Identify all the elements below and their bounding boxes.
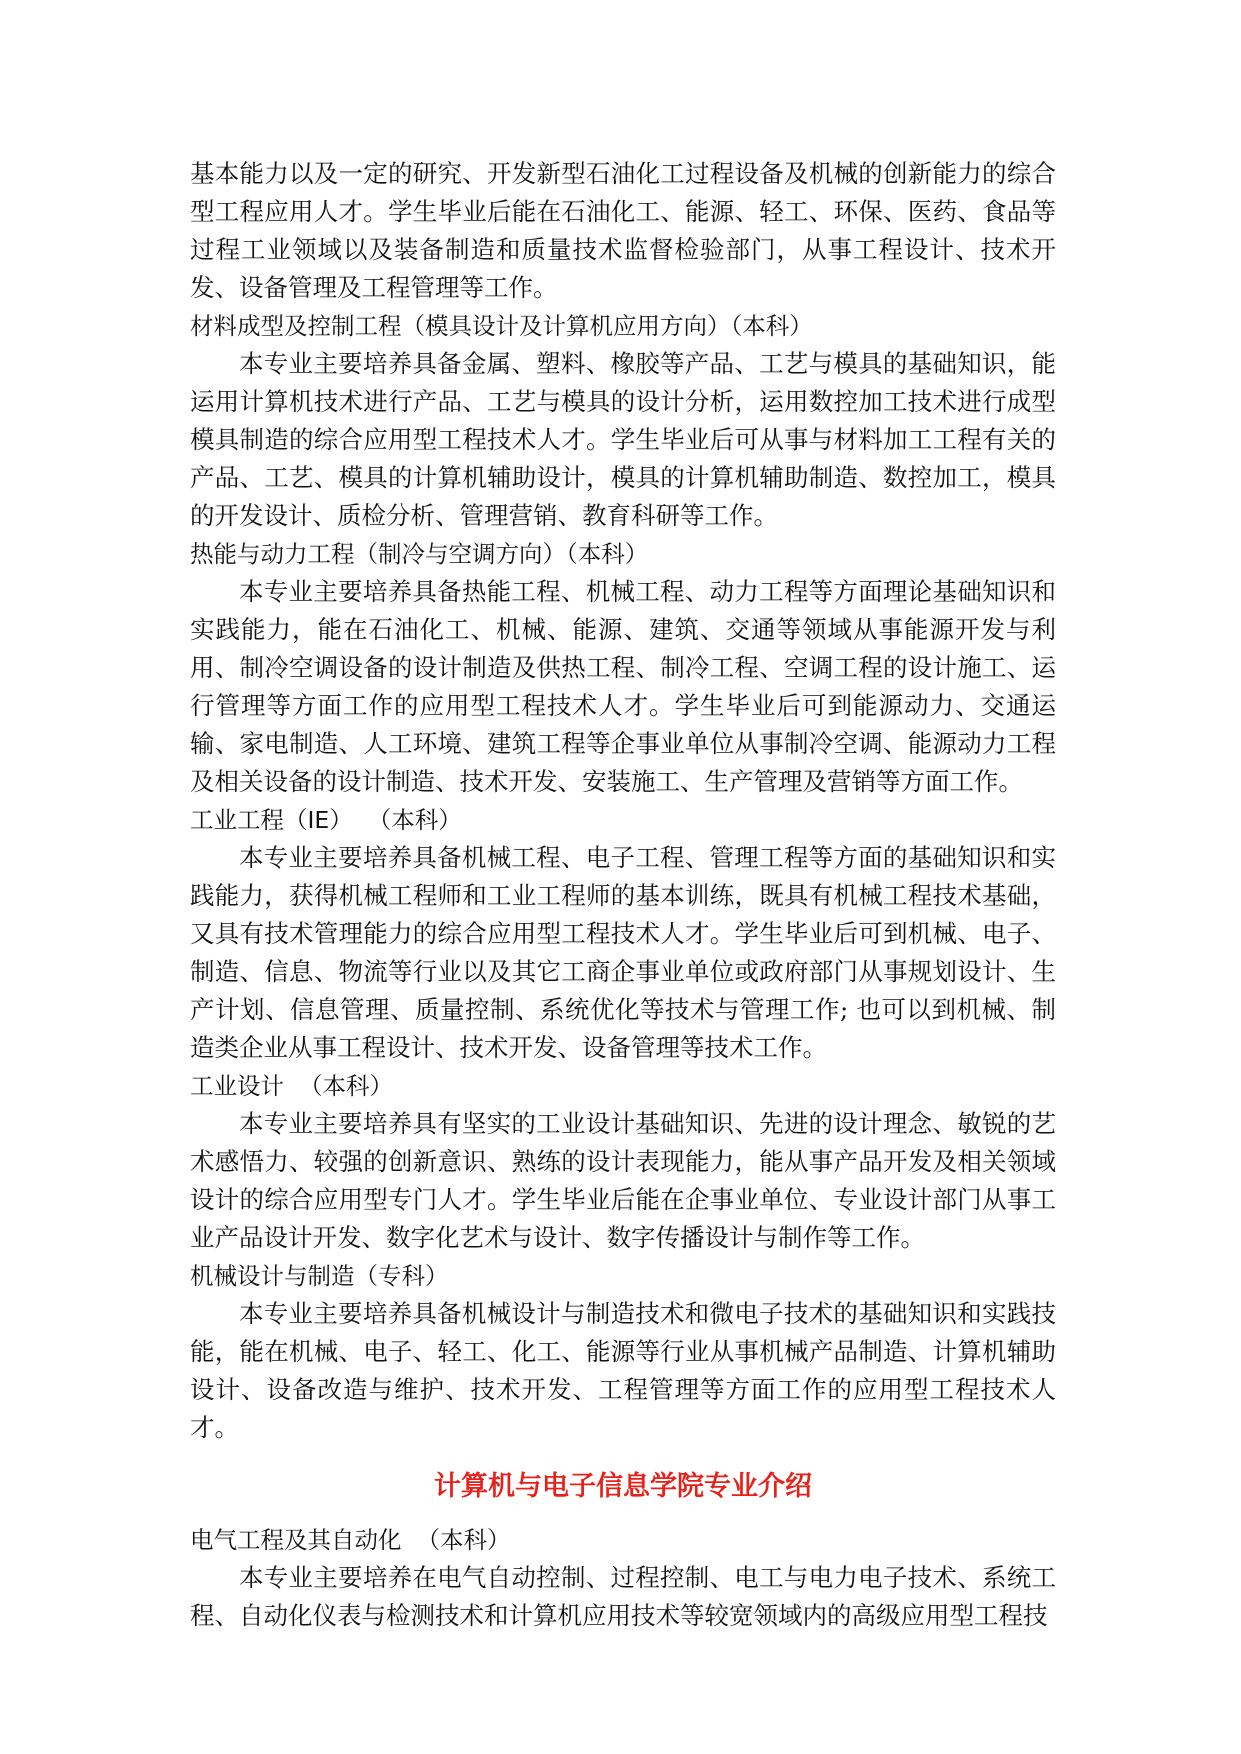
major-body-materials: 本专业主要培养具备金属、塑料、橡胶等产品、工艺与模具的基础知识，能运用计算机技术进行产品、工艺与模具的设计分析，运用数控加工技术进行成型模具制造的综合应用型工程技术人才。学生毕业后可从事与材料加工工程有关的产品、工艺、模具的计算机辅助设计，模具的计算机辅助制造、数控加工，模具的开发设计、质检分析、管理营销、教育科研等工作。 (190, 349, 1056, 530)
major-body-industrial-engineering: 本专业主要培养具备机械工程、电子工程、管理工程等方面的基础知识和实践能力，获得机械工程师和工业工程师的基本训练，既具有机械工程技术基础，又具有技术管理能力的综合应用型工程技术人才。学生毕业后可到机械、电子、制造、信息、物流等行业以及其它工商企事业单位或政府部门从事规划设计、生产计划、信息管理、质量控制、系统优化等技术与管理工作; 也可以到机械、制造类企业从事工程设计、技术开发、设备管理等技术工作。 (190, 843, 1056, 1062)
major-body-industrial-design: 本专业主要培养具有坚实的工业设计基础知识、先进的设计理念、敏锐的艺术感悟力、较强的创新意识、熟练的设计表现能力，能从事产品开发及相关领域设计的综合应用型专门人才。学生毕业后能在企事业单位、专业设计部门从事工业产品设计开发、数字化艺术与设计、数字传播设计与制作等工作。 (190, 1109, 1056, 1252)
major-heading-mechanical: 机械设计与制造（专科） (190, 1262, 449, 1290)
document-page (190, 155, 1056, 1635)
major-body-thermal: 本专业主要培养具备热能工程、机械工程、动力工程等方面理论基础知识和实践能力，能在石油化工、机械、能源、建筑、交通等领域从事能源开发与利用、制冷空调设备的设计制造及供热工程、制冷工程、空调工程的设计施工、运行管理等方面工作的应用型工程技术人才。学生毕业后可到能源动力、交通运输、家电制造、人工环境、建筑工程等企事业单位从事制冷空调、能源动力工程及相关设备的设计制造、技术开发、安装施工、生产管理及营销等方面工作。 (190, 577, 1056, 796)
major-heading-industrial-design: 工业设计 （本科） (190, 1072, 393, 1100)
section-title: 计算机与电子信息学院专业介绍 (434, 1471, 812, 1502)
major-heading-electrical: 电气工程及其自动化 （本科） (190, 1526, 511, 1554)
major-heading-thermal: 热能与动力工程（制冷与空调方向）（本科） (190, 540, 649, 568)
major-body-electrical: 本专业主要培养在电气自动控制、过程控制、电工与电力电子技术、系统工程、自动化仪表与检测技术和计算机应用技术等较宽领域内的高级应用型工程技 (190, 1563, 1056, 1630)
major-heading-materials: 材料成型及控制工程（模具设计及计算机应用方向）（本科） (190, 312, 813, 340)
major-body-mechanical: 本专业主要培养具备机械设计与制造技术和微电子技术的基础知识和实践技能，能在机械、电子、轻工、化工、能源等行业从事机械产品制造、计算机辅助设计、设备改造与维护、技术开发、工程管理等方面工作的应用型工程技术人才。 (190, 1299, 1056, 1442)
intro-paragraph: 基本能力以及一定的研究、开发新型石油化工过程设备及机械的创新能力的综合型工程应用人才。学生毕业后能在石油化工、能源、轻工、环保、医药、食品等过程工业领域以及装备制造和质量技术监督检验部门，从事工程设计、技术开发、设备管理及工程管理等工作。 (190, 159, 1056, 302)
major-heading-industrial-engineering: 工业工程（IE） （本科） (190, 806, 462, 834)
